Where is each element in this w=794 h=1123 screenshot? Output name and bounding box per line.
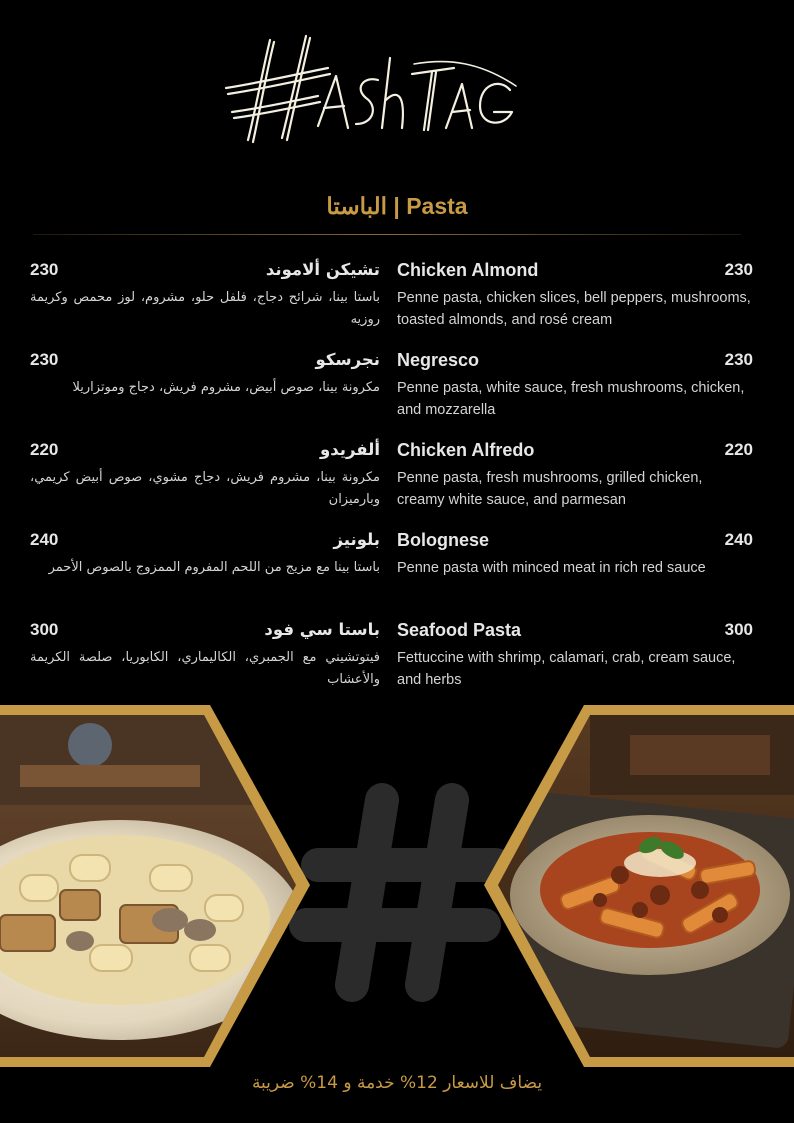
section-divider (33, 234, 741, 235)
item-description: Fettuccine with shrimp, calamari, crab, cream sauce, and herbs (397, 650, 736, 688)
hashtag-watermark (306, 800, 496, 985)
menu-item-ar (30, 620, 380, 690)
item-name: Chicken Alfredo (397, 440, 535, 460)
item-name-ar: ألفريدو (320, 440, 380, 459)
item-price: 230 (30, 350, 59, 369)
item-price: 230 (724, 260, 753, 279)
item-name-ar: نجرسكو (315, 350, 380, 369)
item-name: Bolognese (397, 530, 490, 550)
tax-service-note: يضاف للاسعار 12% خدمة و 14% ضريبة (251, 1073, 543, 1093)
item-price: 240 (30, 530, 59, 549)
item-name-ar: بلونيز (333, 530, 380, 549)
item-name: Negresco (397, 350, 480, 370)
menu-item-en (397, 530, 753, 600)
bolognese-photo (484, 705, 794, 1067)
item-name-ar: باستا سي فود (264, 620, 380, 639)
item-name: Chicken Almond (397, 260, 539, 280)
item-description-ar: فيتوتشيني مع الجمبري، الكاليماري، الكابوريا، صلصة الكريمة والأعشاب (30, 650, 380, 687)
section-title: الباستا | Pasta (326, 193, 468, 219)
menu-item-ar (30, 440, 380, 510)
item-description-ar: باستا بينا مع مزيج من اللحم المفروم الممزوج بالصوص الأحمر (48, 560, 380, 575)
menu-item-ar (30, 350, 380, 420)
item-description-ar: مكرونة بينا، صوص أبيض، مشروم فريش، دجاج وموتزاريلا (72, 380, 380, 395)
alfredo-photo (0, 705, 310, 1067)
item-price: 300 (30, 620, 59, 639)
item-description: Penne pasta with minced meat in rich red sauce (397, 560, 706, 576)
menu-item-en (397, 350, 753, 420)
item-description-ar: باستا بينا، شرائح دجاج، فلفل حلو، مشروم، لوز محمص وكريمة روزيه (30, 290, 380, 327)
item-description: Penne pasta, chicken slices, bell peppers, mushrooms, toasted almonds, and rosé cream (397, 290, 751, 328)
item-description-ar: مكرونة بينا، مشروم فريش، دجاج مشوي، صوص أبيض كريمي، وبارميزان (30, 470, 380, 507)
item-price: 220 (724, 440, 753, 459)
item-price: 230 (724, 350, 753, 369)
item-price: 240 (724, 530, 753, 549)
item-price: 300 (724, 620, 753, 639)
photo-band (0, 705, 794, 1067)
menu-item-en (397, 440, 753, 510)
hashtag-logo (218, 28, 518, 158)
item-price: 230 (30, 260, 59, 279)
menu-item-ar (30, 530, 380, 600)
item-name-ar: تشيكن ألاموند (265, 260, 380, 279)
menu-item-en (397, 620, 753, 690)
item-price: 220 (30, 440, 59, 459)
item-name: Seafood Pasta (397, 620, 522, 640)
item-description: Penne pasta, white sauce, fresh mushrooms, chicken, and mozzarella (397, 380, 745, 418)
menu-item-en (397, 260, 753, 330)
item-description: Penne pasta, fresh mushrooms, grilled chicken, creamy white sauce, and parmesan (397, 470, 703, 508)
menu-item-ar (30, 260, 380, 330)
